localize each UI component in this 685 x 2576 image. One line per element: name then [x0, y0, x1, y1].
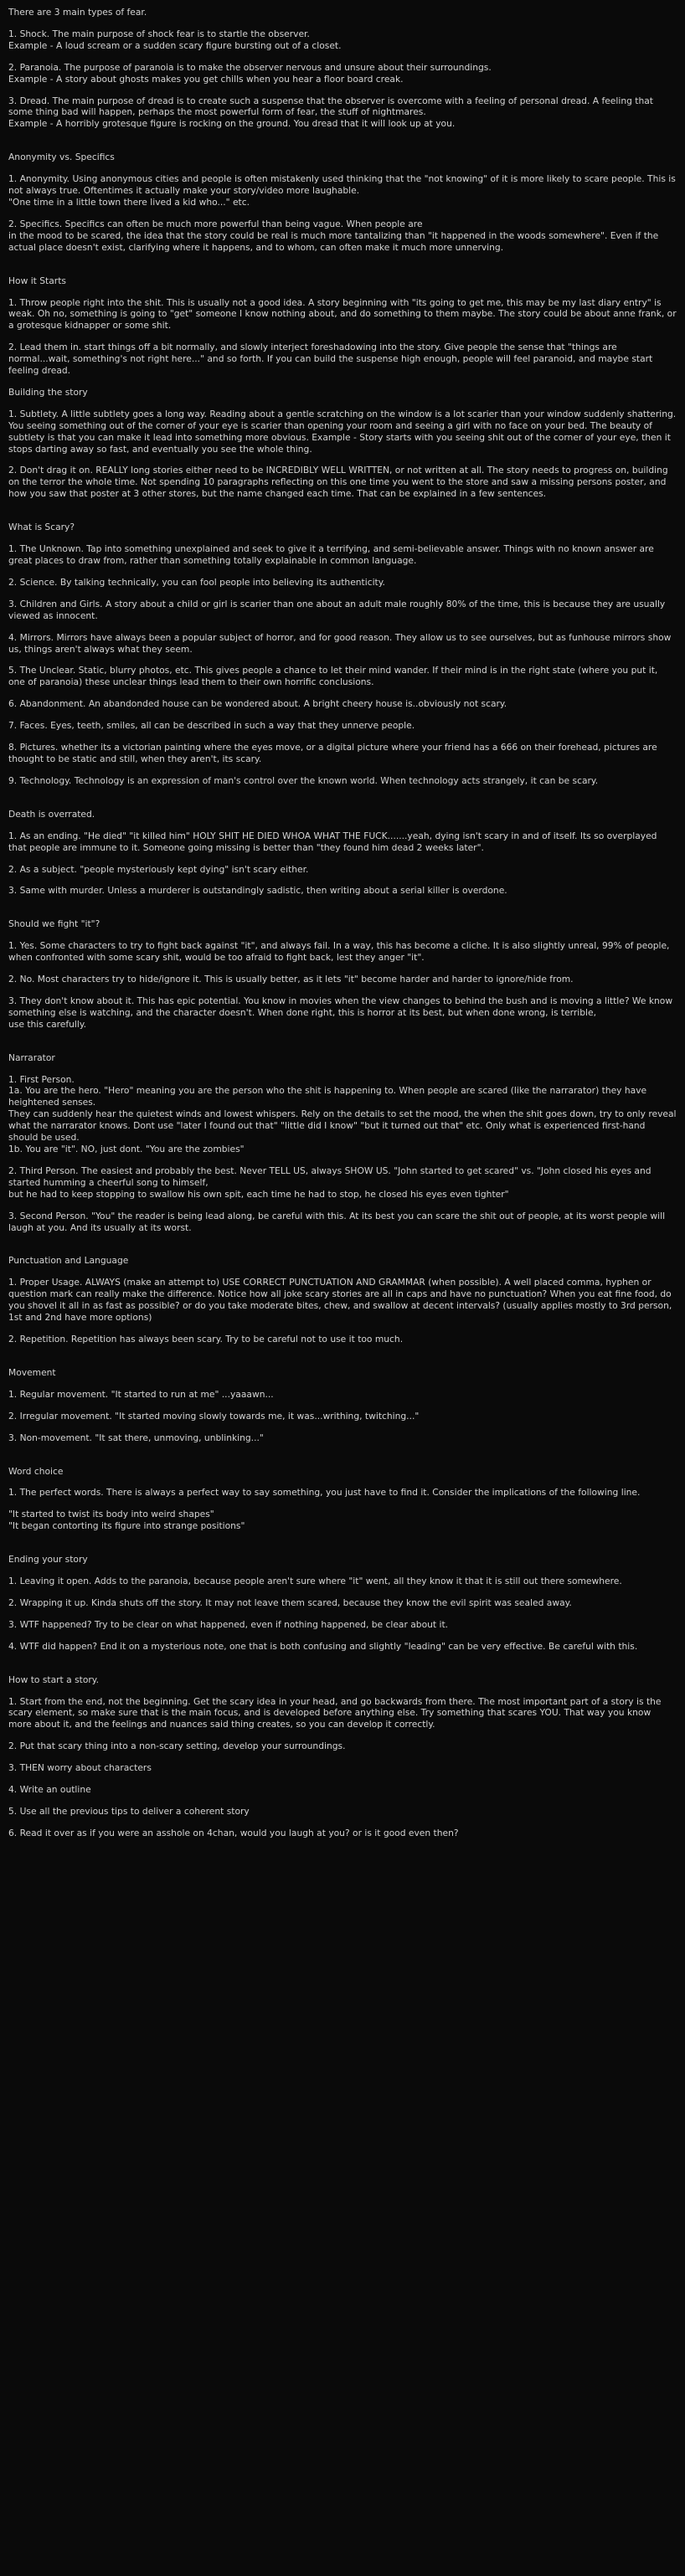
section-heading: [8, 1784, 677, 1796]
text-line: in the mood to be scared, the idea that the story could be real is much more tantalizing than "it happened in the woods somewhere". Even if the actual place doesn't exist, clarifying where it happens, and to whom, can often make it much more unnerving.: [8, 229, 659, 253]
paragraph: [8, 543, 677, 567]
text-line: 3. Children and Girls. A story about a child or girl is scarier than one about an adult male roughly 80% of the time, this is because they are usually viewed as innocent.: [8, 598, 666, 621]
text-line: 2. Specifics. Specifics can often be much more powerful than being vague. When people are: [8, 218, 423, 229]
paragraph: [8, 1487, 677, 1499]
text-line: 4. Write an outline: [8, 1784, 91, 1796]
text-line: use this carefully.: [8, 1018, 87, 1030]
paragraph: [8, 1411, 677, 1422]
paragraph: [8, 465, 677, 500]
section-heading: [8, 387, 677, 398]
paragraph: [8, 1740, 677, 1752]
section-spacer: [8, 1355, 677, 1367]
paragraph: [8, 665, 677, 688]
paragraph: [8, 1828, 677, 1839]
text-line: 2. Lead them in. start things off a bit normally, and slowly interject foreshadowing into the story. Give people the sense that "things are normal...wait, something's not right here..." and so forth. If you can build the suspense high enough, people will feel paranoid, and maybe start feeling dread.: [8, 342, 653, 377]
paragraph: [8, 995, 677, 1031]
paragraph: [8, 698, 677, 710]
section-spacer: [8, 1663, 677, 1674]
paragraph: [8, 885, 677, 897]
paragraph: [8, 599, 677, 622]
text-line: 4. WTF did happen? End it on a mysterious note, one that is both confusing and slightly "leading" can be very effective. Be careful with this.: [8, 1640, 638, 1652]
text-line: 2. As a subject. "people mysteriously kept dying" isn't scary either.: [8, 863, 309, 875]
text-line: 1. The Unknown. Tap into something unexplained and seek to give it a terrifying, and semi-believable answer. Things with no known answer are great places to draw from, rather than something totally explainable in common language.: [8, 543, 654, 566]
text-line: Building the story: [8, 386, 88, 398]
text-line: 3. Same with murder. Unless a murderer is outstandingly sadistic, then writing about a serial killer is overdone.: [8, 885, 507, 897]
text-line: 6. Read it over as if you were an asshole on 4chan, would you laugh at you? or is it good even then?: [8, 1827, 459, 1838]
text-line: 2. Wrapping it up. Kinda shuts off the story. It may not leave them scared, because they know the evil spirit was sealed away.: [8, 1597, 572, 1608]
text-line: Ending your story: [8, 1554, 88, 1566]
section-heading: [8, 1466, 677, 1478]
text-line: 5. The Unclear. Static, blurry photos, etc. This gives people a chance to let their mind wander. If their mind is in the right state (where you put it, one of paranoia) these unclear things lead them to their own horrific conclusions.: [8, 665, 658, 688]
text-line: 1b. You are "it". NO, just dont. "You are the zombies": [8, 1144, 245, 1154]
text-line: Should we fight "it"?: [8, 918, 100, 930]
text-line: 2. Repetition. Repetition has always been scary. Try to be careful not to use it too much.: [8, 1333, 404, 1345]
text-line: 1. Proper Usage. ALWAYS (make an attempt to) USE CORRECT PUNCTUATION AND GRAMMAR (when possible). A well placed comma, hyphen or question mark can really make the difference. Notice how all joke scary stories are all in caps and have no punctuation? When you eat fine food, do you shovel it all in as fast as possible? or do you take moderate bites, chew, and swallow at decent intervals? (usually applies mostly to 3rd person, 1st and 2nd have more options): [8, 1277, 672, 1324]
section-heading: [8, 918, 677, 930]
text-line: Death is overrated.: [8, 808, 95, 820]
text-line: Movement: [8, 1366, 56, 1378]
text-line: "It started to twist its body into weird shapes": [8, 1509, 214, 1520]
section-heading: [8, 152, 677, 163]
paragraph: [8, 1432, 677, 1444]
paragraph: [8, 720, 677, 732]
text-line: "It began contorting its figure into strange positions": [8, 1520, 245, 1532]
paragraph: [8, 297, 677, 332]
paragraph: [8, 28, 677, 52]
section-heading: [8, 1674, 677, 1686]
text-line: 2. Don't drag it on. REALLY long stories either need to be INCREDIBLY WELL WRITTEN, or not written at all. The story needs to progress on, building on the terror the whole time. Not spending 10 paragraphs reflecting on this one time you went to the store and saw a missing persons poster, and how you saw that poster at 3 other stores, but the name changed each time. That can be explained in a few sentences.: [8, 465, 668, 500]
section-heading: [8, 1255, 677, 1267]
section-spacer: [8, 140, 677, 152]
text-line: Punctuation and Language: [8, 1255, 129, 1267]
text-line: Word choice: [8, 1465, 64, 1477]
text-line: 3. WTF happened? Try to be clear on what happened, even if nothing happened, be clear about it.: [8, 1618, 449, 1630]
paragraph: [8, 62, 677, 85]
section-spacer: [8, 907, 677, 918]
text-line: 1. Subtlety. A little subtlety goes a long way. Reading about a gentle scratching on the window is a lot scarier than your window suddenly shattering. You seeing something out of the corner of your eye is scarier than opening your room and seeing a girl with no face on your bed. The beauty of subtlety is that you can make it lead into something more obvious. Example - Story starts with you seeing shit out of the corner of your eye, then it stops darting away so fast, and eventually you see the whole thing.: [8, 408, 677, 455]
paragraph: [8, 974, 677, 985]
text-line: 6. Abandonment. An abandonded house can be wondered about. A bright cheery house is..obviously not scary.: [8, 698, 507, 710]
paragraph: [8, 1641, 677, 1653]
paragraph: [8, 95, 677, 131]
paragraph: [8, 1509, 677, 1532]
text-line: 3. Dread. The main purpose of dread is to create such a suspense that the observer is overcome with a feeling of personal dread. A feeling that some thing bad will happen, perhaps the most powerful form of fear, the stuff of nightmares.: [8, 95, 653, 118]
text-line: Example - A horribly grotesque figure is rocking on the ground. You dread that it will look up at you.: [8, 118, 456, 130]
text-line: 2. No. Most characters try to hide/ignore it. This is usually better, as it lets "it" become harder and harder to ignore/hide from.: [8, 974, 574, 985]
paragraph: [8, 1211, 677, 1234]
text-line: 3. THEN worry about characters: [8, 1762, 152, 1774]
text-line: Anonymity vs. Specifics: [8, 152, 115, 163]
text-line: They can suddenly hear the quietest winds and lowest whispers. Rely on the details to set the mood, the when the shit goes down, try to only reveal what the narrarator knows. Dont use "later I found out that" "little did I know" "but it turned out that" etc. Only what is experienced first-hand should be used.: [8, 1108, 677, 1144]
text-line: 1. Yes. Some characters to try to fight back against "it", and always fail. In a way, this has become a cliche. It is also slightly unreal, 99% of people, when confronted with some scary shit, would be too afraid to fight back, lest they anger "it".: [8, 940, 670, 964]
text-line: 8. Pictures. whether its a victorian painting where the eyes move, or a digital picture where your friend has a 666 on their forehead, pictures are thought to be static and still, when they aren't, its scary.: [8, 742, 657, 764]
paragraph: [8, 830, 677, 854]
text-line: 1. Leaving it open. Adds to the paranoia, because people aren't sure where "it" went, all they know it that it is still out there somewhere.: [8, 1576, 622, 1587]
section-spacer: [8, 1454, 677, 1466]
text-line: How to start a story.: [8, 1674, 99, 1685]
text-line: 1. Regular movement. "It started to run at me" ...yaaawn...: [8, 1388, 274, 1400]
paragraph: [8, 219, 677, 254]
paragraph: [8, 1806, 677, 1818]
section-heading: [8, 809, 677, 820]
paragraph: [8, 632, 677, 656]
text-line: 1. Shock. The main purpose of shock fear is to startle the observer.: [8, 28, 310, 39]
text-line: Example - A story about ghosts makes you get chills when you hear a floor board creak.: [8, 73, 404, 85]
paragraph: [8, 577, 677, 589]
paragraph: [8, 1074, 677, 1155]
paragraph: [8, 173, 677, 208]
paragraph: [8, 1696, 677, 1731]
paragraph: [8, 742, 677, 765]
text-line: 1a. You are the hero. "Hero" meaning you are the person who the shit is happening to. When people are scared (like the narrarator) they have heightened senses.: [8, 1085, 647, 1108]
paragraph: [8, 1619, 677, 1631]
paragraph: [8, 1389, 677, 1401]
text-line: 9. Technology. Technology is an expression of man's control over the known world. When technology acts strangely, it can be scary.: [8, 774, 599, 786]
text-line: What is Scary?: [8, 522, 75, 533]
section-heading: [8, 1762, 677, 1774]
text-line: 1. Start from the end, not the beginning. Get the scary idea in your head, and go backwards from there. The most important part of a story is the scary element, so make sure that is the main focus, and is developed before anything else. Try something that scares YOU. That way you know more about it, and the feelings and nuances said thing creates, so you can develop it correctly.: [8, 1695, 662, 1730]
section-heading: [8, 275, 677, 287]
text-line: 5. Use all the previous tips to deliver a coherent story: [8, 1806, 250, 1817]
section-spacer: [8, 1041, 677, 1052]
paragraph: [8, 409, 677, 455]
text-line: 4. Mirrors. Mirrors have always been a popular subject of horror, and for good reason. They allow us to see ourselves, but as funhouse mirrors show us, things aren't always what they seem.: [8, 631, 672, 655]
text-line: 2. Science. By talking technically, you can fool people into believing its authenticity.: [8, 576, 385, 588]
text-line: 1. First Person.: [8, 1073, 75, 1085]
paragraph: [8, 1576, 677, 1587]
section-spacer: [8, 1542, 677, 1554]
text-line: 2. Paranoia. The purpose of paranoia is to make the observer nervous and unsure about their surroundings.: [8, 61, 492, 73]
text-line: 1. As an ending. "He died" "it killed him" HOLY SHIT HE DIED WHOA WHAT THE FUCK.......yeah, dying isn't scary in and of itself. Its so overplayed that people are immune to it. Someone going missing is better than "they found him dead 2 weeks later".: [8, 830, 657, 853]
paragraph: [8, 1334, 677, 1345]
paragraph: [8, 342, 677, 377]
paragraph: [8, 864, 677, 876]
text-line: How it Starts: [8, 275, 66, 286]
section-spacer: [8, 510, 677, 522]
text-line: but he had to keep stopping to swallow his own spit, each time he had to stop, he closed his eyes even tighter": [8, 1188, 509, 1200]
text-line: There are 3 main types of fear.: [8, 7, 147, 18]
text-line: Narrarator: [8, 1051, 55, 1063]
text-line: 1. The perfect words. There is always a perfect way to say something, you just have to find it. Consider the implications of the following line.: [8, 1487, 641, 1499]
section-heading: [8, 1554, 677, 1566]
text-line: 2. Irregular movement. "It started moving slowly towards me, it was...writhing, twitching...": [8, 1410, 420, 1422]
text-line: 2. Put that scary thing into a non-scary setting, develop your surroundings.: [8, 1740, 346, 1752]
text-line: Example - A loud scream or a sudden scary figure bursting out of a closet.: [8, 39, 342, 51]
text-line: 1. Throw people right into the shit. This is usually not a good idea. A story beginning with "its going to get me, this may be my last diary entry" is weak. Oh no, something is going to "get" someone I know nothing about, and do something to them maybe. The story could be about anne frank, or a grotesque kidnapper or some shit.: [8, 296, 677, 332]
paragraph: [8, 1597, 677, 1609]
paragraph: [8, 1277, 677, 1324]
text-line: 7. Faces. Eyes, teeth, smiles, all can be described in such a way that they unnerve people.: [8, 720, 415, 732]
section-heading: [8, 1052, 677, 1064]
text-line: 2. Third Person. The easiest and probably the best. Never TELL US, always SHOW US. "John started to get scared" vs. "John closed his eyes and started humming a cheerful song to himself,: [8, 1165, 652, 1188]
text-line: "One time in a little town there lived a kid who..." etc.: [8, 196, 250, 208]
section-heading: [8, 522, 677, 533]
section-spacer: [8, 264, 677, 275]
text-line: 3. Non-movement. "It sat there, unmoving, unblinking...": [8, 1432, 264, 1443]
text-line: 3. They don't know about it. This has epic potential. You know in movies when the view changes to behind the bush and is moving a little? We know something else is watching, and the character doesn't. When done right, this is horror at its best, but when done wrong, is terrible,: [8, 995, 673, 1018]
text-line: 3. Second Person. "You" the reader is being lead along, be careful with this. At its best you can scare the shit out of people, at its worst people will laugh at you. And its usually at its worst.: [8, 1210, 666, 1233]
text-line: 1. Anonymity. Using anonymous cities and people is often mistakenly used thinking that the "not knowing" of it is more likely to scare people. This is not always true. Oftentimes it actually make your story/video more laughable.: [8, 173, 676, 197]
paragraph: [8, 1165, 677, 1201]
paragraph: [8, 775, 677, 787]
section-spacer: [8, 1243, 677, 1255]
section-spacer: [8, 797, 677, 809]
paragraph: [8, 940, 677, 964]
section-heading: [8, 1367, 677, 1379]
section-heading: [8, 7, 677, 18]
